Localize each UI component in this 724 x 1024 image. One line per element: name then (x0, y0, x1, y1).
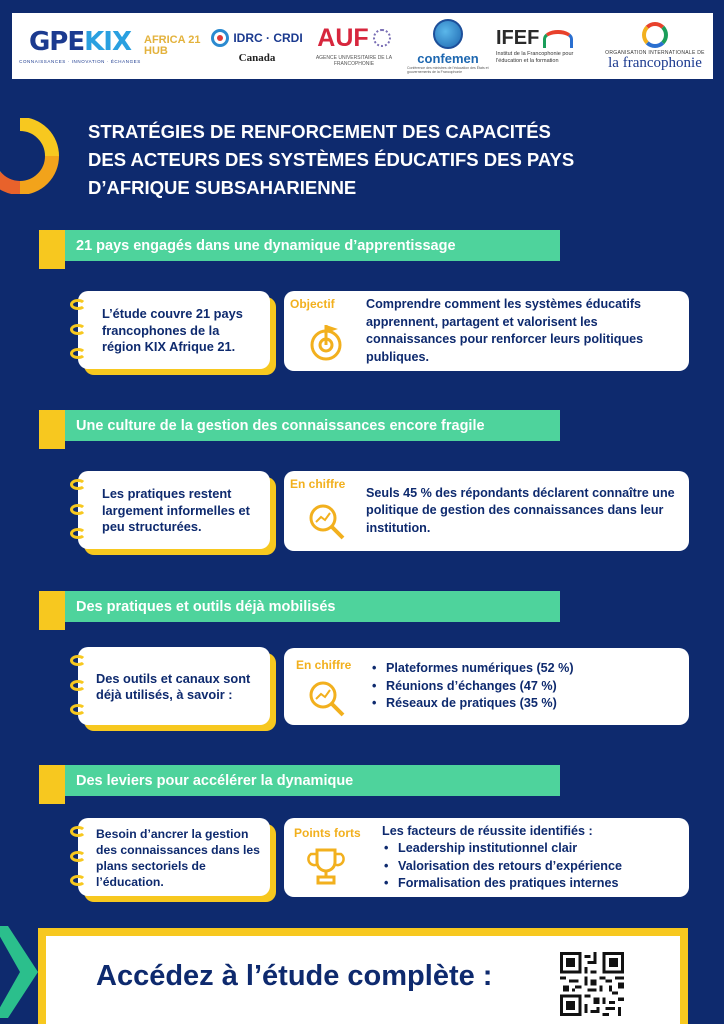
target-icon (306, 321, 346, 361)
spiral-binding-icon (70, 479, 88, 539)
auf-logo: AUF AGENCE UNIVERSITAIRE DE LA FRANCOPHONIE (315, 23, 393, 67)
list-item: • Plateformes numériques (52 %) (370, 660, 679, 678)
section-2-header: Une culture de la gestion des connaissances encore fragile (40, 410, 560, 441)
ifef-arc-icon (543, 30, 573, 48)
strengths-tag: Points forts (294, 826, 361, 840)
spiral-binding-icon (70, 299, 88, 359)
objective-tag: Objectif (290, 297, 335, 311)
list-item: • Formalisation des pratiques internes (382, 875, 679, 893)
list-item: • Réunions d’échanges (47 %) (370, 678, 679, 696)
confemen-logo: confemen Conférence des ministres de l'éducation des États et gouvernements de la Francophonie (407, 13, 489, 79)
list-item: • Réseaux de pratiques (35 %) (370, 695, 679, 713)
chart-magnifier-icon (306, 501, 346, 541)
globe-icon (433, 19, 463, 49)
spiral-binding-icon (70, 826, 88, 886)
chevron-right-icon (0, 920, 42, 1024)
section-4-detail-card: Points forts Les facteurs de réussite identifiés : • Leadership institutionnel clair • Valorisation des retours d’expérience • Formalisation des pratiques internes (284, 818, 689, 897)
chart-magnifier-icon (306, 678, 346, 718)
trophy-icon (306, 846, 346, 886)
section-1-summary-card: L’étude couvre 21 pays francophones de la région KIX Afrique 21. (78, 291, 270, 369)
section-2-detail-card: En chiffre Seuls 45 % des répondants déclarent connaître une politique de gestion des connaissances dans leur institution. (284, 471, 689, 551)
section-3-header: Des pratiques et outils déjà mobilisés (40, 591, 560, 622)
page-title: STRATÉGIES DE RENFORCEMENT DES CAPACITÉS DES ACTEURS DES SYSTÈMES ÉDUCATIFS DES PAYS D’AFRIQUE SUBSAHARIENNE (88, 121, 575, 198)
oif-ring-icon (642, 22, 668, 48)
figure-tag: En chiffre (290, 477, 346, 491)
qr-code[interactable] (560, 952, 624, 1016)
spiral-binding-icon (70, 655, 88, 715)
list-item: • Valorisation des retours d’expérience (382, 858, 679, 876)
oif-logo: ORGANISATION INTERNATIONALE DE la francophonie (602, 13, 708, 79)
section-1-detail-card: Objectif Comprendre comment les systèmes éducatifs apprennent, partagent et valorisent les connaissances pour renforcer leurs politiques publiques. (284, 291, 689, 371)
section-3-detail-card (284, 648, 689, 725)
section-2-summary-card: Les pratiques restent largement informelles et peu structurées. (78, 471, 270, 549)
ifef-logo: IFEF Institut de la Francophonie pour l'éducation et la formation (496, 26, 574, 64)
idrc-crdi-logo: IDRC · CRDI Canada (209, 13, 305, 79)
auf-dots-icon (373, 29, 391, 47)
section-4-summary-card: Besoin d’ancrer la gestion des connaissances dans les plans sectoriels de l’éducation. (78, 818, 270, 896)
section-1-header: 21 pays engagés dans une dynamique d’apprentissage (40, 230, 560, 261)
gpe-kix-logo: GPEKIX CONNAISSANCES · INNOVATION · ÉCHANGES (19, 26, 141, 64)
tools-list (370, 660, 679, 713)
decorative-ring-icon (0, 118, 72, 194)
idrc-ring-icon (211, 29, 229, 47)
list-item: • Leadership institutionnel clair (382, 840, 679, 858)
footer-cta (38, 928, 688, 1024)
partner-logos-bar (12, 13, 713, 79)
figure-tag: En chiffre (296, 658, 352, 672)
full-study-link[interactable]: Accédez à l’étude complète : (96, 960, 493, 992)
section-4-header: Des leviers pour accélérer la dynamique (40, 765, 560, 796)
section-3-summary-card: Des outils et canaux sont déjà utilisés, à savoir : (78, 647, 270, 725)
success-factors-list (382, 840, 679, 893)
africa21-hub-logo: AFRICA 21 HUB (144, 34, 201, 57)
